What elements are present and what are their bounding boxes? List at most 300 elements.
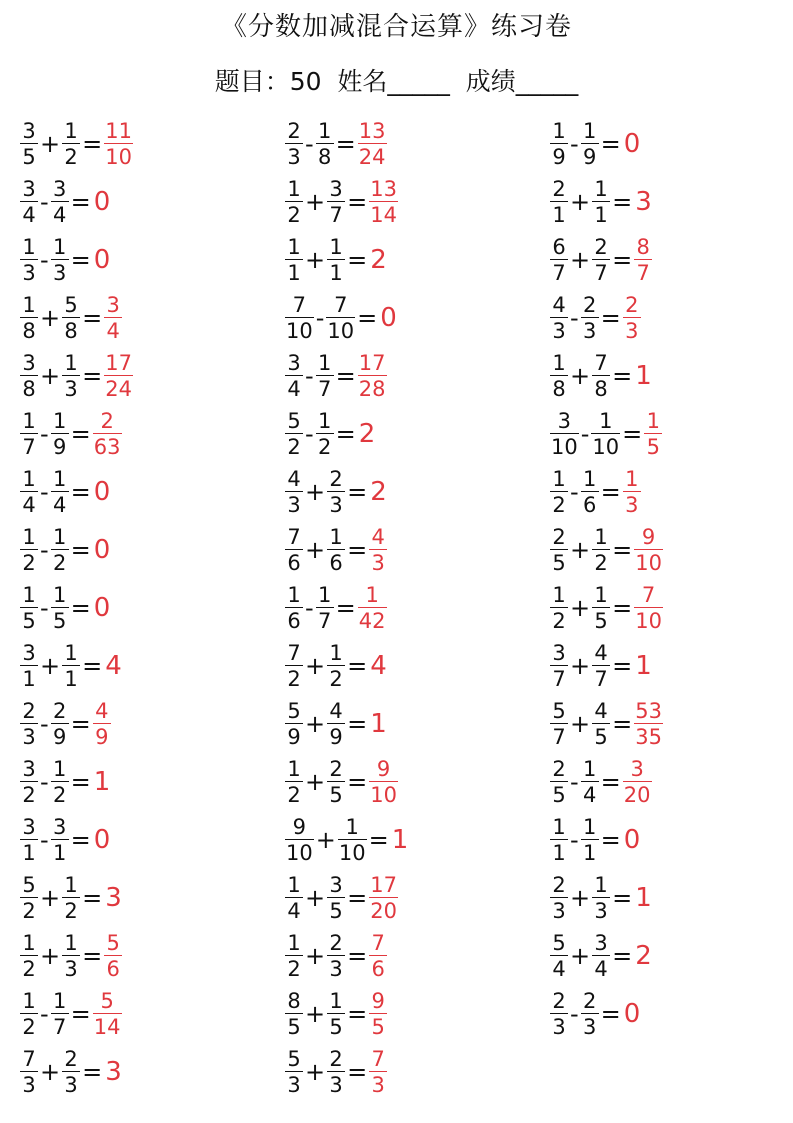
equals-sign: = — [600, 768, 621, 796]
denominator: 6 — [329, 551, 343, 575]
fraction-b — [326, 294, 355, 342]
fraction-bar — [592, 375, 610, 376]
fraction-bar — [62, 317, 80, 318]
denominator: 7 — [317, 609, 332, 633]
numerator: 3 — [552, 641, 566, 665]
fraction-bar — [592, 723, 610, 724]
answer-fraction — [104, 932, 122, 980]
denominator: 3 — [287, 1073, 301, 1097]
numerator: 17 — [358, 351, 386, 375]
fraction-b — [592, 236, 610, 284]
fraction-bar — [20, 259, 38, 260]
answer-integer: 0 — [93, 535, 111, 565]
fraction-bar — [592, 607, 610, 608]
answer-integer: 0 — [93, 593, 111, 623]
equals-sign: = — [347, 1000, 368, 1028]
denominator: 2 — [22, 1015, 36, 1039]
answer-integer: 1 — [93, 767, 111, 797]
numerator: 3 — [52, 815, 67, 839]
numerator: 11 — [105, 119, 132, 143]
operator: + — [570, 188, 591, 216]
fraction-bar — [634, 259, 652, 260]
denominator: 3 — [582, 1015, 597, 1039]
fraction-b — [592, 874, 610, 922]
operator: - — [305, 594, 314, 622]
numerator: 4 — [594, 699, 608, 723]
problem-row — [550, 524, 663, 576]
problem-row — [285, 292, 397, 344]
numerator: 2 — [594, 235, 608, 259]
numerator: 5 — [287, 1047, 301, 1071]
fraction-a — [550, 816, 568, 864]
equals-sign: = — [600, 130, 621, 158]
fraction-bar — [51, 549, 69, 550]
worksheet-subtitle: 题目：50 姓名_____ 成绩_____ — [214, 67, 579, 96]
fraction-bar — [62, 1071, 80, 1072]
denominator: 10 — [327, 319, 355, 343]
equals-sign: = — [82, 884, 103, 912]
numerator: 1 — [22, 235, 36, 259]
numerator: 1 — [52, 525, 67, 549]
fraction-bar — [285, 1071, 303, 1072]
fraction-bar — [93, 1013, 122, 1014]
answer-integer: 1 — [635, 361, 652, 391]
fraction-bar — [581, 1013, 599, 1014]
numerator: 3 — [22, 177, 36, 201]
problem-row — [285, 756, 398, 808]
answer-fraction — [623, 758, 652, 806]
fraction-b — [592, 178, 610, 226]
numerator: 1 — [52, 583, 67, 607]
answer-fraction — [369, 178, 398, 226]
answer-integer: 1 — [370, 709, 387, 739]
fraction-bar — [316, 607, 334, 608]
fraction-a — [285, 758, 303, 806]
numerator: 1 — [287, 583, 301, 607]
fraction-bar — [20, 955, 38, 956]
fraction-bar — [104, 375, 133, 376]
fraction-bar — [51, 839, 69, 840]
numerator: 3 — [22, 757, 36, 781]
fraction-b — [327, 236, 345, 284]
numerator: 4 — [552, 293, 566, 317]
numerator: 1 — [582, 119, 597, 143]
fraction-a — [285, 468, 303, 516]
equals-sign: = — [70, 478, 91, 506]
operator: + — [305, 1058, 326, 1086]
equals-sign: = — [347, 1058, 368, 1086]
operator: - — [40, 478, 49, 506]
numerator: 1 — [287, 873, 301, 897]
operator: + — [570, 652, 591, 680]
answer-fraction — [369, 874, 398, 922]
numerator: 4 — [329, 699, 343, 723]
fraction-bar — [644, 433, 662, 434]
denominator: 2 — [64, 899, 78, 923]
fraction-bar — [550, 375, 568, 376]
problem-row — [285, 350, 387, 402]
numerator: 1 — [646, 409, 660, 433]
fraction-a — [285, 294, 314, 342]
numerator: 7 — [641, 583, 656, 607]
fraction-a — [285, 874, 303, 922]
denominator: 4 — [287, 899, 301, 923]
problem-row — [285, 872, 398, 924]
fraction-b — [62, 642, 80, 690]
fraction-a — [285, 178, 303, 226]
numerator: 2 — [582, 989, 597, 1013]
fraction-bar — [51, 259, 69, 260]
denominator: 9 — [52, 435, 67, 459]
numerator: 17 — [105, 351, 132, 375]
operator: - — [570, 304, 579, 332]
denominator: 10 — [105, 145, 132, 169]
fraction-a — [20, 584, 38, 632]
numerator: 1 — [317, 583, 332, 607]
denominator: 14 — [370, 203, 397, 227]
problem-row — [285, 118, 387, 170]
denominator: 7 — [317, 377, 332, 401]
fraction-a — [285, 932, 303, 980]
fraction-a — [285, 816, 314, 864]
operator: + — [305, 188, 326, 216]
numerator: 1 — [594, 525, 608, 549]
denominator: 3 — [552, 1015, 566, 1039]
fraction-b — [316, 410, 334, 458]
numerator: 1 — [365, 583, 379, 607]
numerator: 2 — [552, 989, 566, 1013]
fraction-bar — [20, 723, 38, 724]
problem-row — [20, 756, 110, 808]
denominator: 10 — [286, 841, 313, 865]
denominator: 10 — [370, 783, 397, 807]
fraction-bar — [285, 839, 314, 840]
fraction-bar — [62, 375, 80, 376]
equals-sign: = — [347, 478, 368, 506]
operator: - — [570, 826, 579, 854]
equals-sign: = — [347, 246, 368, 274]
numerator: 1 — [552, 467, 566, 491]
denominator: 3 — [552, 319, 566, 343]
fraction-b — [327, 932, 345, 980]
fraction-bar — [592, 955, 610, 956]
fraction-b — [327, 468, 345, 516]
numerator: 1 — [287, 931, 301, 955]
answer-fraction — [93, 990, 122, 1038]
fraction-a — [285, 410, 303, 458]
problem-row — [550, 814, 640, 866]
fraction-bar — [285, 897, 303, 898]
fraction-bar — [369, 897, 398, 898]
answer-fraction — [634, 236, 652, 284]
fraction-b — [327, 642, 345, 690]
fraction-a — [20, 468, 38, 516]
denominator: 9 — [95, 725, 109, 749]
fraction-a — [550, 584, 568, 632]
problem-row — [20, 988, 122, 1040]
fraction-bar — [104, 317, 122, 318]
answer-integer: 2 — [358, 419, 376, 449]
fraction-a — [285, 642, 303, 690]
problem-row — [20, 176, 110, 228]
numerator: 1 — [64, 351, 78, 375]
fraction-bar — [285, 143, 303, 144]
fraction-a — [550, 932, 568, 980]
denominator: 28 — [358, 377, 386, 401]
fraction-bar — [634, 607, 663, 608]
fraction-bar — [93, 723, 111, 724]
fraction-b — [592, 584, 610, 632]
operator: - — [305, 130, 314, 158]
numerator: 4 — [594, 641, 608, 665]
problem-row — [285, 234, 387, 286]
fraction-bar — [550, 317, 568, 318]
fraction-a — [550, 642, 568, 690]
fraction-b — [581, 990, 599, 1038]
fraction-bar — [327, 955, 345, 956]
problem-row — [20, 466, 110, 518]
fraction-bar — [634, 549, 663, 550]
worksheet-title: 《分数加减混合运算》练习卷 — [220, 12, 572, 42]
numerator: 1 — [64, 641, 78, 665]
equals-sign: = — [600, 1000, 621, 1028]
denominator: 3 — [22, 725, 36, 749]
numerator: 2 — [552, 525, 566, 549]
fraction-a — [20, 700, 38, 748]
fraction-b — [338, 816, 367, 864]
problem-row — [20, 292, 122, 344]
numerator: 3 — [22, 119, 36, 143]
fraction-bar — [327, 201, 345, 202]
equals-sign: = — [82, 652, 103, 680]
fraction-bar — [369, 201, 398, 202]
equals-sign: = — [347, 710, 368, 738]
problem-row — [550, 234, 652, 286]
numerator: 1 — [64, 119, 78, 143]
fraction-bar — [369, 781, 398, 782]
fraction-b — [327, 758, 345, 806]
fraction-b — [51, 178, 69, 226]
denominator: 10 — [338, 841, 366, 865]
equals-sign: = — [600, 478, 621, 506]
fraction-b — [592, 352, 610, 400]
denominator: 2 — [317, 435, 332, 459]
equals-sign: = — [70, 420, 91, 448]
problem-row — [550, 118, 640, 170]
denominator: 8 — [552, 377, 566, 401]
fraction-bar — [327, 723, 345, 724]
fraction-bar — [20, 1071, 38, 1072]
denominator: 42 — [358, 609, 386, 633]
denominator: 2 — [287, 957, 301, 981]
fraction-bar — [20, 897, 38, 898]
fraction-a — [550, 758, 568, 806]
denominator: 2 — [22, 899, 36, 923]
fraction-bar — [62, 143, 80, 144]
problem-row — [20, 524, 110, 576]
denominator: 1 — [329, 261, 343, 285]
answer-fraction — [634, 584, 663, 632]
fraction-bar — [20, 201, 38, 202]
fraction-bar — [316, 375, 334, 376]
fraction-bar — [51, 781, 69, 782]
operator: + — [315, 826, 336, 854]
problem-row — [285, 408, 375, 460]
fraction-b — [591, 410, 620, 458]
fraction-a — [20, 236, 38, 284]
denominator: 3 — [594, 899, 608, 923]
problem-row — [20, 872, 122, 924]
problem-row — [285, 640, 387, 692]
problem-row — [550, 988, 640, 1040]
numerator: 7 — [287, 641, 301, 665]
numerator: 1 — [329, 235, 343, 259]
operator: + — [40, 652, 61, 680]
denominator: 3 — [371, 551, 385, 575]
problem-row — [285, 988, 387, 1040]
denominator: 3 — [64, 377, 78, 401]
operator: - — [40, 420, 49, 448]
fraction-bar — [623, 317, 641, 318]
numerator: 1 — [52, 409, 67, 433]
fraction-bar — [327, 897, 345, 898]
fraction-a — [20, 758, 38, 806]
fraction-a — [285, 1048, 303, 1096]
problem-row — [20, 640, 122, 692]
equals-sign: = — [70, 1000, 91, 1028]
denominator: 10 — [286, 319, 313, 343]
numerator: 1 — [287, 757, 301, 781]
fraction-bar — [358, 375, 387, 376]
denominator: 5 — [594, 725, 608, 749]
equals-sign: = — [612, 536, 633, 564]
fraction-b — [62, 874, 80, 922]
fraction-bar — [285, 1013, 303, 1014]
equals-sign: = — [347, 188, 368, 216]
fraction-bar — [104, 143, 133, 144]
problem-row — [20, 118, 133, 170]
numerator: 2 — [100, 409, 114, 433]
equals-sign: = — [612, 362, 633, 390]
fraction-b — [51, 990, 69, 1038]
numerator: 1 — [317, 351, 332, 375]
answer-fraction — [358, 352, 387, 400]
denominator: 8 — [22, 377, 36, 401]
numerator: 8 — [636, 235, 650, 259]
operator: + — [570, 536, 591, 564]
fraction-b — [62, 1048, 80, 1096]
fraction-bar — [369, 549, 387, 550]
operator: + — [40, 1058, 61, 1086]
problem-row — [20, 408, 122, 460]
fraction-a — [20, 120, 38, 168]
fraction-a — [285, 236, 303, 284]
numerator: 3 — [287, 351, 301, 375]
answer-fraction — [93, 700, 111, 748]
fraction-bar — [327, 1071, 345, 1072]
numerator: 3 — [594, 931, 608, 955]
fraction-bar — [51, 433, 69, 434]
denominator: 2 — [287, 667, 301, 691]
fraction-bar — [285, 201, 303, 202]
equals-sign: = — [357, 304, 378, 332]
answer-integer: 1 — [635, 883, 652, 913]
operator: - — [580, 420, 590, 448]
numerator: 1 — [582, 815, 597, 839]
operator: - — [570, 768, 579, 796]
fraction-b — [581, 120, 599, 168]
operator: - — [40, 536, 49, 564]
fraction-bar — [20, 665, 38, 666]
denominator: 2 — [22, 551, 36, 575]
numerator: 1 — [625, 467, 639, 491]
denominator: 5 — [552, 783, 566, 807]
fraction-a — [20, 990, 38, 1038]
equals-sign: = — [70, 768, 91, 796]
fraction-bar — [550, 549, 568, 550]
problem-row — [550, 582, 663, 634]
fraction-bar — [20, 433, 38, 434]
fraction-bar — [550, 491, 568, 492]
answer-fraction — [93, 410, 122, 458]
fraction-bar — [338, 839, 367, 840]
numerator: 1 — [317, 119, 332, 143]
answer-fraction — [369, 526, 387, 574]
fraction-b — [592, 700, 610, 748]
operator: + — [570, 710, 591, 738]
operator: + — [40, 362, 61, 390]
operator: + — [305, 710, 326, 738]
numerator: 1 — [287, 177, 301, 201]
numerator: 2 — [287, 119, 301, 143]
numerator: 1 — [594, 177, 608, 201]
denominator: 5 — [371, 1015, 385, 1039]
denominator: 10 — [592, 435, 620, 459]
answer-integer: 1 — [391, 825, 409, 855]
equals-sign: = — [622, 420, 643, 448]
problem-row — [550, 466, 641, 518]
fraction-a — [550, 410, 579, 458]
fraction-b — [316, 352, 334, 400]
answer-integer: 1 — [635, 651, 652, 681]
denominator: 4 — [106, 319, 120, 343]
answer-fraction — [369, 990, 387, 1038]
numerator: 7 — [594, 351, 608, 375]
fraction-bar — [20, 839, 38, 840]
fraction-bar — [20, 781, 38, 782]
fraction-bar — [20, 607, 38, 608]
answer-fraction — [104, 294, 122, 342]
fraction-bar — [550, 723, 568, 724]
operator: + — [570, 942, 591, 970]
answer-integer: 0 — [623, 825, 641, 855]
numerator: 13 — [370, 177, 397, 201]
denominator: 1 — [64, 667, 78, 691]
fraction-a — [20, 352, 38, 400]
operator: - — [40, 826, 49, 854]
denominator: 6 — [371, 957, 385, 981]
answer-integer: 3 — [635, 187, 652, 217]
numerator: 9 — [371, 989, 385, 1013]
problem-row — [550, 930, 652, 982]
operator: - — [570, 1000, 579, 1028]
denominator: 5 — [329, 783, 343, 807]
numerator: 3 — [630, 757, 644, 781]
numerator: 13 — [358, 119, 386, 143]
numerator: 9 — [641, 525, 656, 549]
denominator: 1 — [594, 203, 608, 227]
answer-integer: 3 — [105, 1057, 122, 1087]
